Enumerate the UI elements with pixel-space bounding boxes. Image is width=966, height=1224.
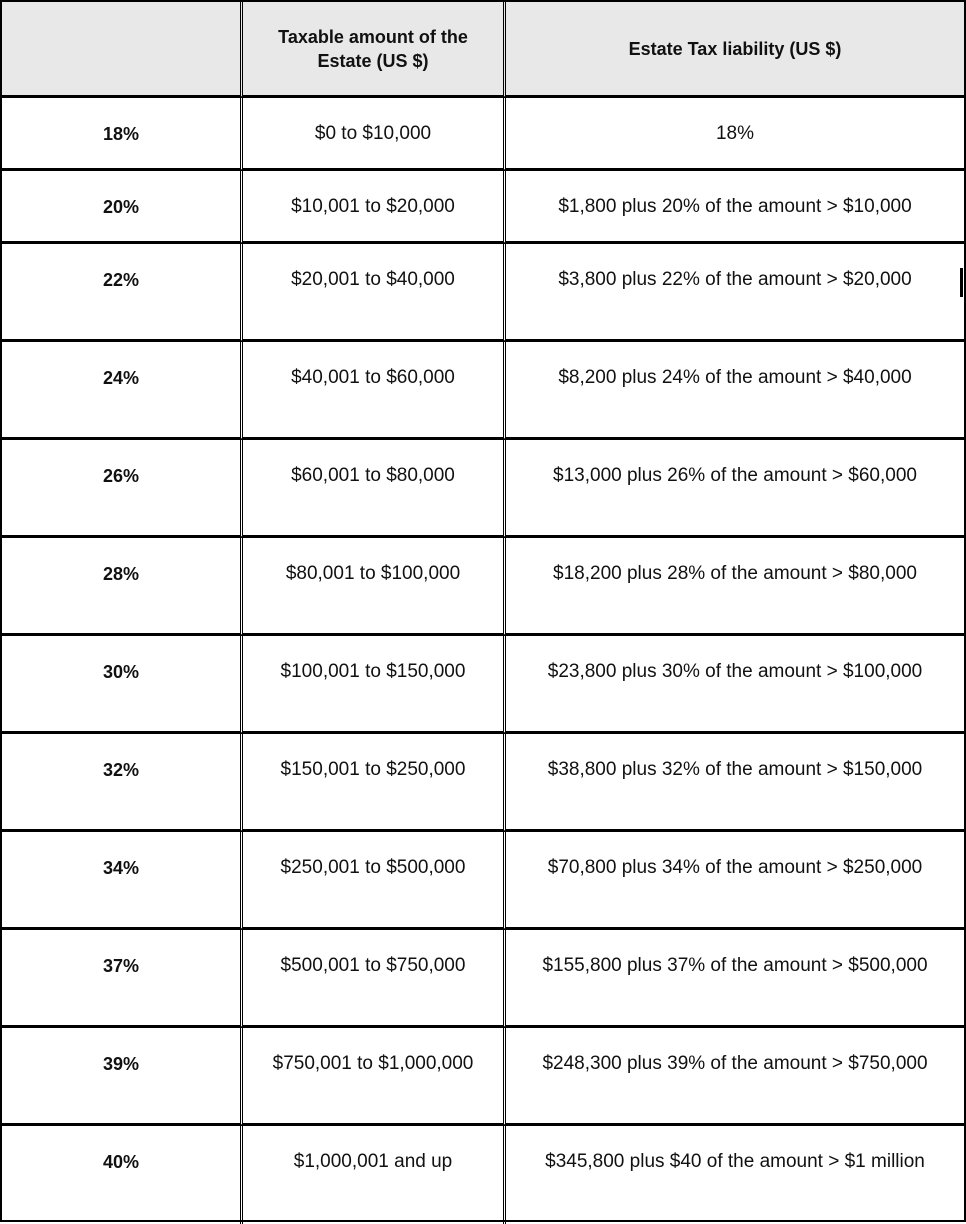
rate-cell: 28% [2,538,243,636]
liability-cell: $13,000 plus 26% of the amount > $60,000 [506,440,964,538]
table-row [2,440,964,538]
table-row [2,1126,964,1224]
text-cursor-mark [960,268,963,297]
liability-cell: $1,800 plus 20% of the amount > $10,000 [506,171,964,244]
amount-cell: $40,001 to $60,000 [243,342,506,440]
amount-cell: $0 to $10,000 [243,98,506,171]
table-header-row [2,2,964,98]
rate-cell: 39% [2,1028,243,1126]
amount-cell: $1,000,001 and up [243,1126,506,1224]
rate-cell: 30% [2,636,243,734]
amount-cell: $80,001 to $100,000 [243,538,506,636]
rate-cell: 26% [2,440,243,538]
estate-tax-table [2,2,964,1224]
table-row [2,734,964,832]
amount-cell: $500,001 to $750,000 [243,930,506,1028]
table-row [2,930,964,1028]
rate-cell: 22% [2,244,243,342]
rate-cell: 40% [2,1126,243,1224]
liability-cell: $248,300 plus 39% of the amount > $750,000 [506,1028,964,1126]
table-row [2,538,964,636]
liability-cell: $18,200 plus 28% of the amount > $80,000 [506,538,964,636]
amount-cell: $10,001 to $20,000 [243,171,506,244]
liability-cell: 18% [506,98,964,171]
table-row [2,1028,964,1126]
liability-cell: $345,800 plus $40 of the amount > $1 million [545,1151,925,1172]
amount-cell: $250,001 to $500,000 [243,832,506,930]
rate-cell: 20% [2,171,243,244]
rate-cell: 18% [2,98,243,171]
rate-cell: 34% [2,832,243,930]
header-tax-liability: Estate Tax liability (US $) [506,2,964,98]
table-row [2,342,964,440]
amount-cell: $750,001 to $1,000,000 [243,1028,506,1126]
rate-cell: 32% [2,734,243,832]
table-row [2,832,964,930]
amount-cell: $150,001 to $250,000 [243,734,506,832]
header-rate [2,2,243,98]
amount-cell: $60,001 to $80,000 [243,440,506,538]
liability-cell: $8,200 plus 24% of the amount > $40,000 [506,342,964,440]
liability-cell: $23,800 plus 30% of the amount > $100,000 [506,636,964,734]
liability-cell: $155,800 plus 37% of the amount > $500,000 [506,930,964,1028]
liability-cell: $3,800 plus 22% of the amount > $20,000 [506,244,964,342]
liability-cell: $38,800 plus 32% of the amount > $150,000 [506,734,964,832]
header-taxable-amount: Taxable amount of the Estate (US $) [243,2,506,98]
rate-cell: 37% [2,930,243,1028]
amount-cell: $100,001 to $150,000 [243,636,506,734]
table-row [2,171,964,244]
liability-cell: $70,800 plus 34% of the amount > $250,000 [506,832,964,930]
amount-cell: $20,001 to $40,000 [243,244,506,342]
rate-cell: 24% [2,342,243,440]
table-row [2,98,964,171]
table-row [2,244,964,342]
table-row [2,636,964,734]
